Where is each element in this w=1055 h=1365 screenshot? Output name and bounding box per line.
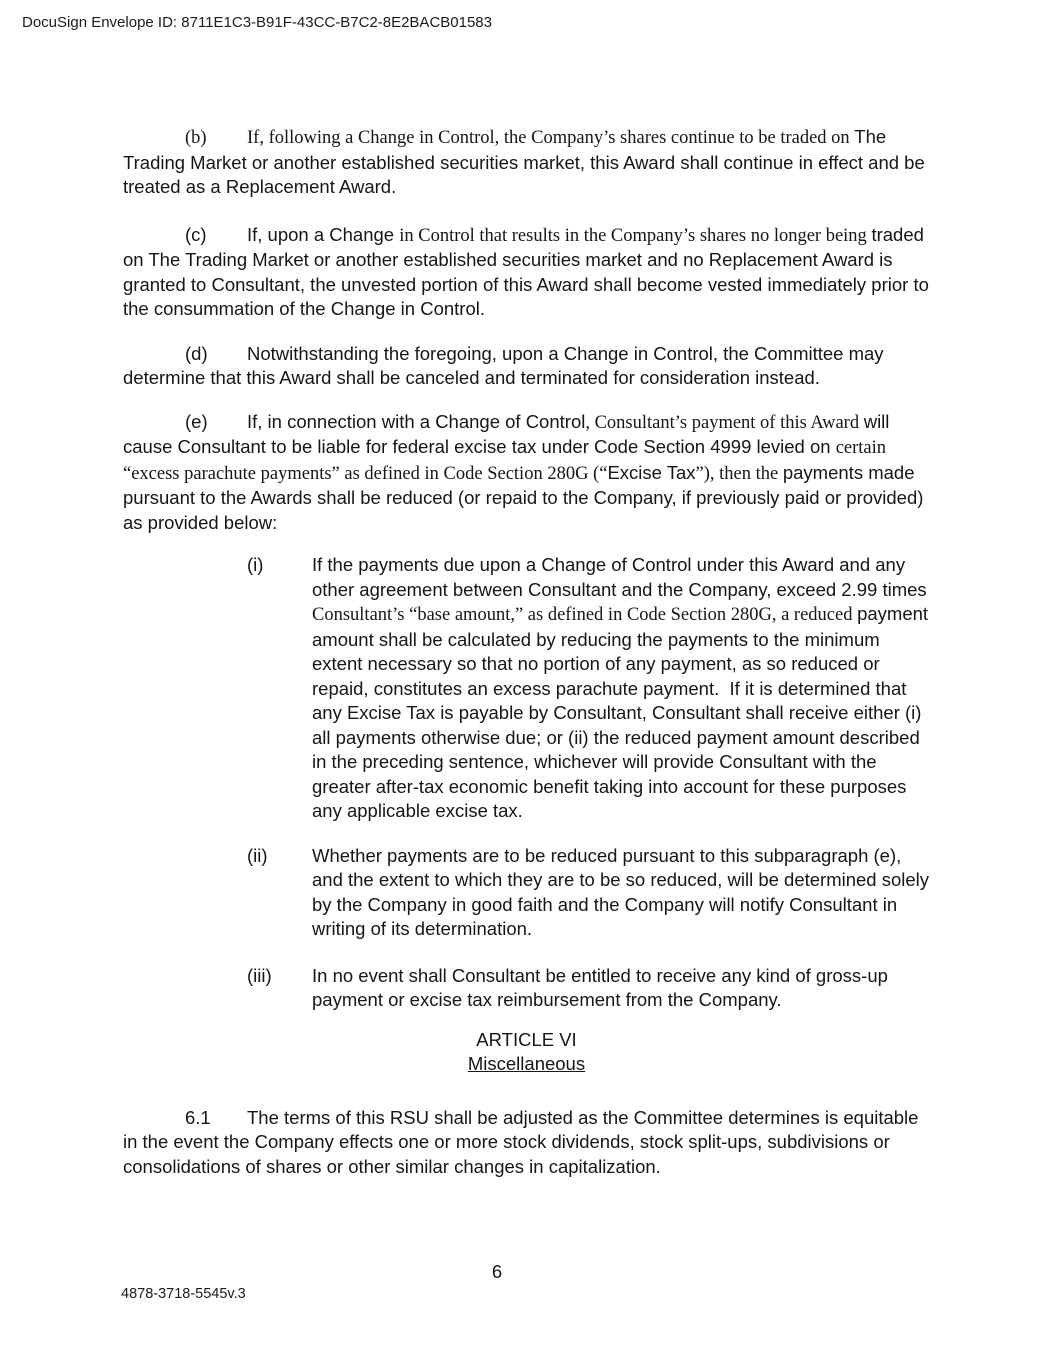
article-subtitle: Miscellaneous	[467, 1053, 586, 1074]
document-body	[123, 125, 930, 1179]
subitem-iii-text	[312, 965, 888, 1011]
article-title: ARTICLE VI	[476, 1028, 577, 1050]
paragraph-b-label: (b)	[185, 128, 207, 148]
text-segment: ”), then the	[695, 463, 783, 484]
paragraph-c	[123, 223, 930, 322]
subitem-i	[247, 553, 930, 824]
paragraph-c-label: (c)	[185, 223, 207, 245]
subitem-i-label: (i)	[247, 554, 264, 575]
article-heading	[123, 1028, 930, 1077]
text-segment: Whether payments are to be reduced pursuant to this subparagraph (e), and the extent to which they are to be so reduced, will be determined solely by the Company in good faith and the Company will notify Consultant in writing of its determination.	[312, 844, 930, 939]
subitem-iii	[247, 964, 930, 1013]
paragraph-b	[123, 125, 930, 200]
text-segment: If the payments due upon a Change of Control under this Award and any other agreement between Consultant and the Company, exceed 2.99 times	[312, 554, 927, 600]
text-segment: If, following a Change in Control, the Company’s shares continue to be traded on	[247, 128, 855, 148]
text-segment: Excise Tax	[607, 461, 696, 483]
page-number: 6	[491, 1261, 503, 1282]
paragraph-d	[123, 342, 930, 391]
section-6-1	[123, 1106, 930, 1180]
paragraph-d-label: (d)	[185, 342, 208, 364]
subitem-ii-label: (ii)	[247, 844, 268, 866]
paragraph-e-label: (e)	[185, 410, 208, 432]
text-segment: payment amount shall be calculated by reducing the payments to the minimum extent necessary so that no portion of any payment, as so reduced or repaid, constitutes an excess parachute payment. If it is determined that any Excise Tax is payable by Consultant, Consultant shall receive either (i) all payments otherwise due; or (ii) the reduced payment amount described in the preceding sentence, whichever will provide Consultant with the greater after-tax economic benefit taking into account for these purposes any applicable excise tax.	[312, 603, 929, 821]
text-segment: If, in connection with a Change of Control	[247, 410, 586, 432]
text-segment: payments made pursuant to the Awards shall be reduced (or repaid to the Company, if previously paid or provided) as provided below:	[123, 461, 924, 533]
document-control-number: 4878-3718-5545v.3	[121, 1286, 246, 1302]
text-segment: The Trading Market or another established securities market, this Award shall continue in effect and be treated as a Replacement Award.	[123, 126, 925, 197]
text-segment: Consultant’s “base amount,” as defined in Code Section 280G, a reduced	[312, 605, 858, 625]
docusign-envelope-id: DocuSign Envelope ID: 8711E1C3-B91F-43CC-B7C2-8E2BACB01583	[22, 14, 492, 31]
text-segment: traded on The Trading Market or another established securities market and no Replacement Award is granted to Consultant, the unvested portion of this Award shall become vested immediately prior to the consummation of the Change in Control.	[123, 223, 929, 319]
subitem-iii-label: (iii)	[247, 964, 272, 986]
subitem-ii	[247, 844, 930, 942]
text-segment: in Control that results in the Company’s shares no longer being	[399, 225, 872, 246]
subitem-ii-text	[312, 845, 929, 940]
text-segment: If, upon a Change	[247, 223, 400, 245]
text-segment: certain “excess parachute payments” as defined in Code Section 280G (“	[123, 438, 887, 484]
paragraph-e	[123, 410, 930, 536]
text-segment: will cause Consultant to be liable for federal excise tax under Code Section 4999 levied on	[123, 410, 890, 457]
subitem-i-text	[312, 554, 928, 821]
text-segment: The terms of this RSU shall be adjusted as the Committee determines is equitable in the event the Company effects one or more stock dividends, stock split-ups, subdivisions or consolidations of shares or other similar changes in capitalization.	[123, 1106, 919, 1177]
text-segment: , Consultant’s payment of this Award	[585, 412, 864, 433]
text-segment: Notwithstanding the foregoing, upon a Change in Control, the Committee may determine that this Award shall be canceled and terminated for consideration instead.	[123, 342, 884, 388]
section-6-1-label: 6.1	[185, 1106, 211, 1128]
text-segment: In no event shall Consultant be entitled to receive any kind of gross-up payment or excise tax reimbursement from the Company.	[312, 964, 888, 1010]
